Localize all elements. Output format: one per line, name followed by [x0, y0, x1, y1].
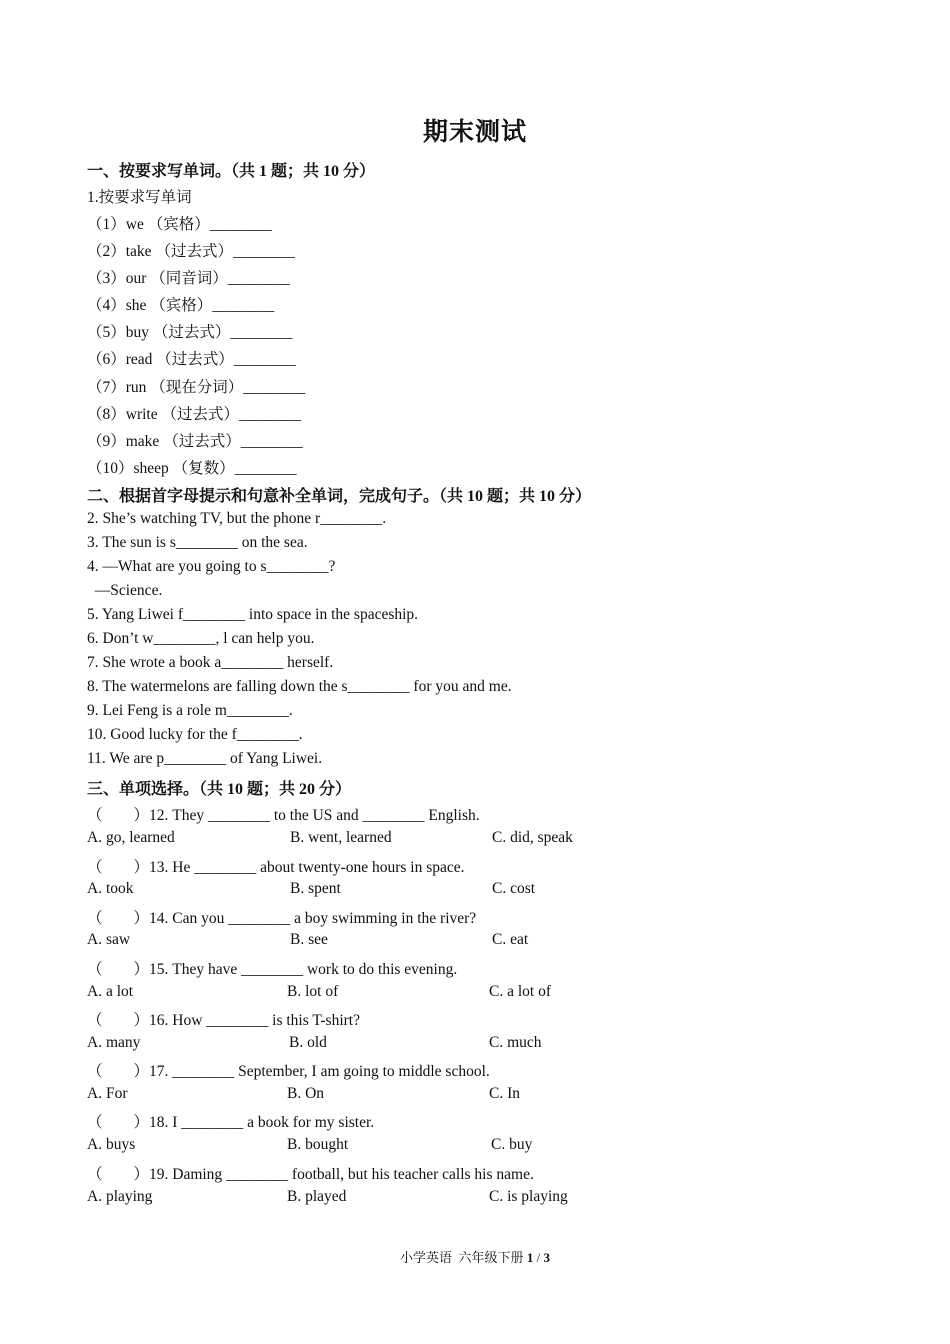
- list-item: 5. Yang Liwei f________ into space in the spaceship.: [87, 606, 419, 623]
- option-c: C. eat: [492, 931, 529, 948]
- list-item: 9. Lei Feng is a role m________.: [87, 702, 293, 719]
- section-1-heading: 一、按要求写单词。（共 1 题；共 10 分）: [87, 163, 376, 180]
- question-stem: （ ）18. I ________ a book for my sister.: [87, 1114, 375, 1131]
- option-a: A. buys: [87, 1136, 136, 1153]
- list-item: （10）sheep （复数）________: [87, 460, 297, 477]
- option-a: A. took: [87, 880, 134, 897]
- option-a: A. saw: [87, 931, 131, 948]
- option-a: A. go, learned: [87, 829, 175, 846]
- list-item: （9）make （过去式）________: [87, 433, 303, 450]
- page-total: 3: [543, 1250, 550, 1265]
- option-c: C. In: [489, 1085, 520, 1102]
- list-item: 11. We are p________ of Yang Liwei.: [87, 750, 323, 767]
- option-b: B. On: [287, 1085, 325, 1102]
- option-b: B. bought: [287, 1136, 349, 1153]
- list-item: 7. She wrote a book a________ herself.: [87, 654, 334, 671]
- page-footer: [0, 1247, 950, 1266]
- footer-subject: 小学英语 六年级下册: [400, 1250, 524, 1265]
- list-item: 10. Good lucky for the f________.: [87, 726, 303, 743]
- option-c: C. a lot of: [489, 983, 551, 1000]
- option-a: A. a lot: [87, 983, 134, 1000]
- list-item: （8）write （过去式）________: [87, 406, 301, 423]
- option-b: B. went, learned: [290, 829, 392, 846]
- list-item: （5）buy （过去式）________: [87, 324, 293, 341]
- question-stem: （ ）13. He ________ about twenty-one hours in space.: [87, 859, 465, 876]
- page-number: 1: [526, 1250, 534, 1265]
- option-c: C. cost: [492, 880, 536, 897]
- option-c: C. is playing: [489, 1188, 568, 1205]
- section-2-heading: 二、根据首字母提示和句意补全单词，完成句子。（共 10 题；共 10 分）: [87, 488, 592, 505]
- list-item: （7）run （现在分词）________: [87, 379, 306, 396]
- option-c: C. much: [489, 1034, 542, 1051]
- option-b: B. spent: [290, 880, 341, 897]
- list-item: （3）our （同音词）________: [87, 270, 290, 287]
- option-c: C. did, speak: [492, 829, 573, 846]
- question-stem: （ ）12. They ________ to the US and ________ English.: [87, 807, 480, 824]
- option-a: A. playing: [87, 1188, 153, 1205]
- list-item: （1）we （宾格）________: [87, 216, 272, 233]
- page-title: 期末测试: [422, 119, 527, 146]
- list-item: （4）she （宾格）________: [87, 297, 275, 314]
- list-item: （2）take （过去式）________: [87, 243, 295, 260]
- option-c: C. buy: [491, 1136, 533, 1153]
- question-stem: （ ）14. Can you ________ a boy swimming in the river?: [87, 910, 477, 927]
- section-3-heading: 三、单项选择。（共 10 题；共 20 分）: [87, 781, 352, 798]
- option-b: B. played: [287, 1188, 347, 1205]
- list-item: 2. She’s watching TV, but the phone r________.: [87, 510, 387, 527]
- question-stem: （ ）15. They have ________ work to do this evening.: [87, 961, 458, 978]
- option-b: B. lot of: [287, 983, 339, 1000]
- question-stem: （ ）17. ________ September, I am going to middle school.: [87, 1063, 490, 1080]
- list-item: （6）read （过去式）________: [87, 351, 296, 368]
- list-item: 6. Don’t w________, l can help you.: [87, 630, 315, 647]
- section-1-intro: 1.按要求写单词: [87, 189, 192, 206]
- option-b: B. old: [289, 1034, 327, 1051]
- list-item: —Science.: [87, 582, 163, 599]
- question-stem: （ ）16. How ________ is this T-shirt?: [87, 1012, 360, 1029]
- option-a: A. For: [87, 1085, 128, 1102]
- list-item: 4. —What are you going to s________?: [87, 558, 336, 575]
- list-item: 3. The sun is s________ on the sea.: [87, 534, 308, 551]
- list-item: 8. The watermelons are falling down the s________ for you and me.: [87, 678, 512, 695]
- question-stem: （ ）19. Daming ________ football, but his teacher calls his name.: [87, 1166, 534, 1183]
- option-a: A. many: [87, 1034, 141, 1051]
- page-separator: /: [533, 1250, 544, 1265]
- option-b: B. see: [290, 931, 328, 948]
